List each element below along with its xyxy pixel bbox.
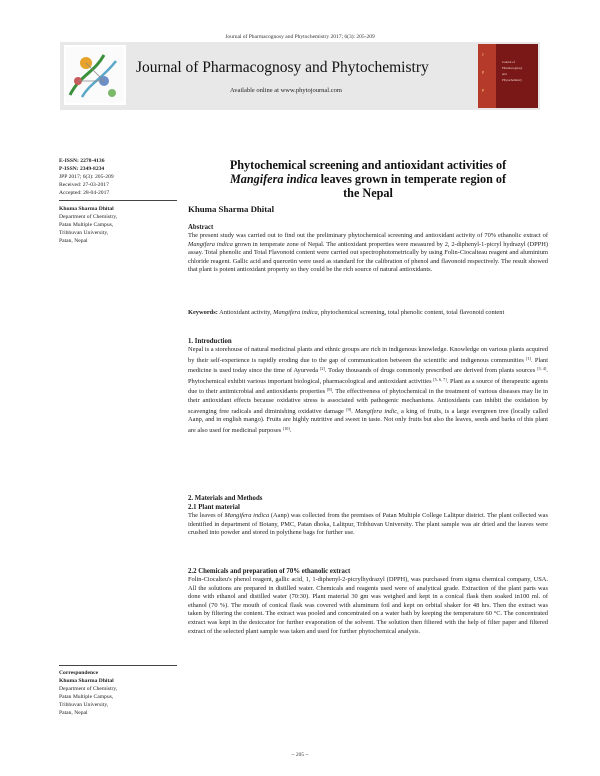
pissn: P-ISSN: 2349-8234 [59, 166, 105, 172]
received-date: Received: 27-03-2017 [59, 182, 109, 188]
eissn: E-ISSN: 2278-4136 [59, 158, 105, 164]
chemicals-heading: 2.2 Chemicals and preparation of 70% ethanolic extract [188, 568, 351, 575]
cover-letter-p2: P [482, 88, 485, 93]
journal-url[interactable]: Available online at www.phytojournal.com [230, 87, 342, 94]
intro-text: Nepal is a storehouse of natural medicinal plants and ethnic groups are rich in indigenous knowledge. Knowledge on various plants acquired by their self-experience is rapidly eroding due to the gap of communication between the scientific and indigenous communities [1]. Plant medicine is used today since the time of Ayurveda [2]. Today thousands of drugs commonly prescribed are derived from plants sources [3, 4]. Phytochemical exhibit various important biological, pharmacological and antioxidant activities [5, 6, 7]. Plant as a source of therapeutic agents due to their antimicrobial and antioxidants properties [8]. The effectiveness of phytochemical in the treatment of various diseases may lie in their antioxidant effects because oxidative stress is associated with pathogenic mechanisms. Antioxidants can inhibit the oxidation by scavenging free radicals and diminishing oxidative damage [9]. Mangifera indic, a king of fruits, is a large evergreen tree (locally called Aanp, and in english mango). Fruits are highly nutritive and sweet in taste. Not only fruits but also the leaves, seeds and barks of this plant are also used for medicinal purposes [10]. [188, 346, 549, 434]
article-title: Phytochemical screening and antioxidant activities of Mangifera indica leaves grown in temperate region of the Nepal [229, 158, 507, 201]
journal-logo-icon [64, 45, 126, 105]
affiliation-line-1: Department of Chemistry, [59, 214, 118, 220]
running-header: Journal of Pharmacognosy and Phytochemistry 2017; 6(3): 205-209 [225, 34, 375, 40]
correspondence-line-1: Department of Chemistry, [59, 686, 118, 692]
accepted-date: Accepted: 28-04-2017 [59, 190, 110, 196]
abstract-text: The present study was carried out to find out the preliminary phytochemical screening and antioxidant activity of 70% ethanolic extract of Mangifera indica grown in temperate zone of Nepal. The antioxidant properties were measured by 2, 2-diphenyl-1-picryl hydrazyl (DPPH) assay. Total phenolic and Total Flavonoid content were carried out spectrophotometrically by using Folin-Ciocalteau reagent and aluminium chloride reagent. Gallic acid and quercetin were used as standard for the calibration of phenol and flavonoid respectively. The result showed that plant is potent antioxidant property so they could be the rich source of natural antioxidants. [188, 232, 548, 274]
cover-text-3: and [502, 72, 507, 76]
correspondence-line-3: Tribhuvan University, [59, 702, 109, 708]
plant-material-heading: 2.1 Plant material [188, 504, 240, 511]
affiliation-line-3: Tribhuvan University, [59, 230, 109, 236]
abstract-heading: Abstract [188, 224, 214, 231]
page-number: ~ 205 ~ [291, 752, 309, 758]
article-meta [59, 157, 177, 197]
affiliation-line-2: Patan Multiple Campus, [59, 222, 114, 228]
plant-material-text: The leaves of Mangifera indica (Aanp) was collected from the premises of Patan Multiple College Lalitpur district. The plant collected was identified in department of Botany, PMC, Patan dhoka, Lalitpur, Tribhuvan University. The plant sample was air dried and the leaves were crushed into powder and stored in polythene bags for further use. [188, 512, 548, 537]
keywords-label: Keywords: [188, 309, 218, 316]
journal-cover-strip [478, 44, 496, 108]
correspondence-line-4: Patan, Nepal [59, 710, 88, 716]
author-affiliation [59, 205, 177, 245]
affiliation-line-4: Patan, Nepal [59, 238, 88, 244]
cover-letter-j: J [482, 52, 484, 57]
title-species: Mangifera indica [229, 172, 318, 187]
journal-logo [64, 45, 126, 105]
journal-title: Journal of Pharmacognosy and Phytochemistry [136, 59, 429, 76]
correspondence-divider [59, 665, 177, 666]
chemicals-text: Folin-Ciocalteu's phenol reagent, gallic acid, 1, 1-diphenyl-2-picrylhydrazyl (DPPH), was purchased from sigma chemical company, USA. All the solutions are prepared in distilled water. Chemicals and reagents used were of analytical grade. Extraction of the plant parts was done with ethanol and distilled water (70:30). Plant material 30 gm was weighed and kept in a conical flask then soaked in100 ml. of ethanol (70 %). The mouth of conical flask was covered with aluminum foil and kept on orbital shaker for 48 hrs. Then the extract was taken by filtering the content. The extract was pooled and concentrated on a water bath by keeping the temperature 60 °C. The concentrated extract was kept in the desiccator for further evaporation of the solvent. The solution then filtered with the help of filter paper and filtered extract of the selected plant sample was taken and used for further phytochemical analysis. [188, 576, 548, 635]
cover-text-4: Phytochemistry [502, 78, 523, 82]
correspondence [59, 669, 177, 717]
correspondence-label: Correspondence [59, 670, 99, 676]
correspondence-name: Khuma Sharma Dhital [59, 678, 114, 684]
cover-text-2: Pharmacognosy [502, 66, 523, 70]
jpp-issue: JPP 2017; 6(3): 205-209 [59, 174, 114, 180]
intro-heading: 1. Introduction [188, 338, 232, 345]
methods-heading: 2. Materials and Methods [188, 495, 263, 502]
keywords: Keywords: Antioxidant activity, Mangifera indica, phytochemical screening, total phenolic content, total flavonoid content [188, 309, 505, 316]
meta-divider [59, 200, 177, 201]
affiliation-name: Khuma Sharma Dhital [59, 206, 114, 212]
article-author: Khuma Sharma Dhital [188, 204, 275, 214]
cover-text-1: Journal of [502, 60, 515, 64]
cover-letter-p1: P [482, 70, 485, 75]
correspondence-line-2: Patan Multiple Campus, [59, 694, 114, 700]
